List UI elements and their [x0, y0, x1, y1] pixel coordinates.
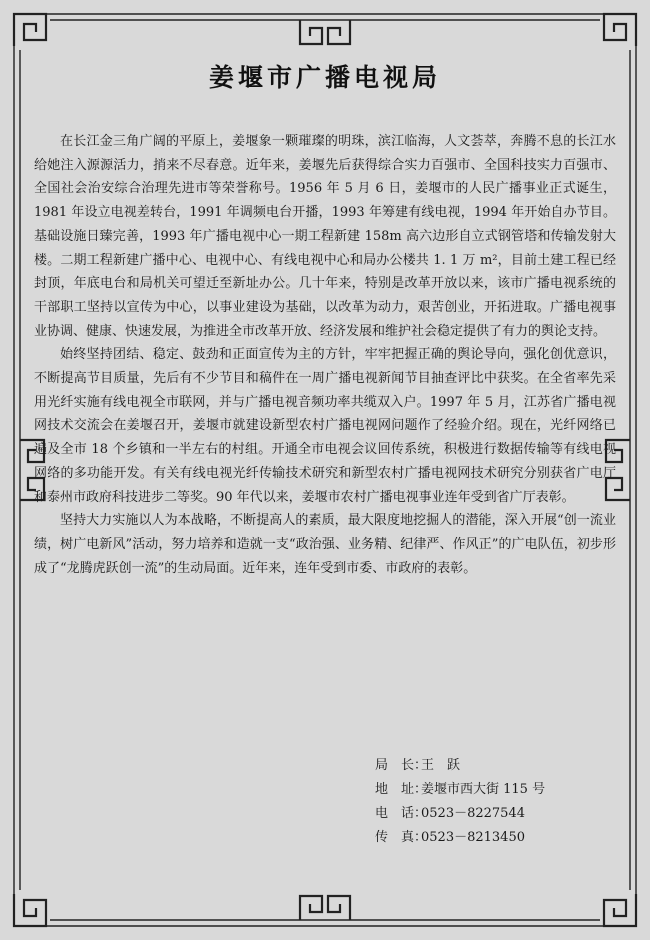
contact-label: 局 长：: [375, 758, 428, 773]
contact-value: 0523－8213450: [421, 830, 525, 845]
paragraph: 坚持大力实施以人为本战略，不断提高人的素质，最大限度地挖掘人的潜能，深入开展“创一流业绩，树广电新风”活动，努力培养和造就一支“政治强、业务精、纪律严、作风正”的广电队伍，初步形成了“龙腾虎跃创一流”的生动局面。近年来，连年受到市委、市政府的表彰。: [34, 513, 616, 576]
contact-value: 王 跃: [421, 758, 461, 773]
page-title: 姜堰市广播电视局: [208, 63, 441, 92]
article-body: [34, 130, 616, 580]
contact-label: 电 话：: [375, 806, 428, 821]
paragraph: 在长江金三角广阔的平原上，姜堰象一颗璀璨的明珠，滨江临海，人文荟萃，奔腾不息的长江水给她注入源源活力，捎来不尽春意。近年来，姜堰先后获得综合实力百强市、全国科技实力百强市、全国社会治安综合治理先进市等荣誉称号。1956 年 5 月 6 日，姜堰市的人民广播事业正式诞生，1981 年设立电视差转台，1991 年调频电台开播，1993 年筹建有线电视，1994 年开始自办节目。基础设施日臻完善，1993 年广播电视中心一期工程新建 158m 高六边形自立式钢管塔和传输发射大楼。二期工程新建广播中心、电视中心、有线电视中心和局办公楼共 1. 1 万 m²，目前土建工程已经封顶，年底电台和局机关可望迁至新址办公。几十年来，特别是改革开放以来，该市广播电视系统的干部职工坚持以宣传为中心，以事业建设为基础，以改革为动力，艰苦创业，开拓进取。广播电视事业协调、健康、快速发展，为推进全市改革开放、经济发展和维护社会稳定提供了有力的舆论支持。: [34, 134, 616, 339]
paragraph: 始终坚持团结、稳定、鼓劲和正面宣传为主的方针，牢牢把握正确的舆论导向，强化创优意识，不断提高节目质量，先后有不少节目和稿件在一周广播电视新闻节目抽查评比中获奖。在全省率先采用光纤实施有线电视全市联网，并与广播电视音频功率共缆双入户。1997 年 5 月，江苏省广播电视网技术交流会在姜堰召开，姜堰市就建设新型农村广播电视网问题作了经验介绍。现在，光纤网络已遍及全市 18 个乡镇和一半左右的村组。开通全市电视会议回传系统，积极进行数据传输等有线电视网络的多功能开发。有关有线电视光纤传输技术研究和新型农村广播电视网技术研究分别获省广电厅和泰州市政府科技进步二等奖。90 年代以来，姜堰市农村广播电视事业连年受到省广厅表彰。: [34, 347, 616, 505]
contact-label: 传 真：: [375, 830, 428, 845]
contact-row-address: [375, 778, 545, 802]
contact-label: 地 址：: [375, 782, 428, 797]
contact-value: 0523－8227544: [421, 806, 525, 821]
contact-row-fax: [375, 826, 545, 850]
contact-row-phone: [375, 802, 545, 826]
contact-info: [375, 754, 545, 850]
contact-row-director: [375, 754, 545, 778]
contact-value: 姜堰市西大街 115 号: [421, 782, 546, 797]
